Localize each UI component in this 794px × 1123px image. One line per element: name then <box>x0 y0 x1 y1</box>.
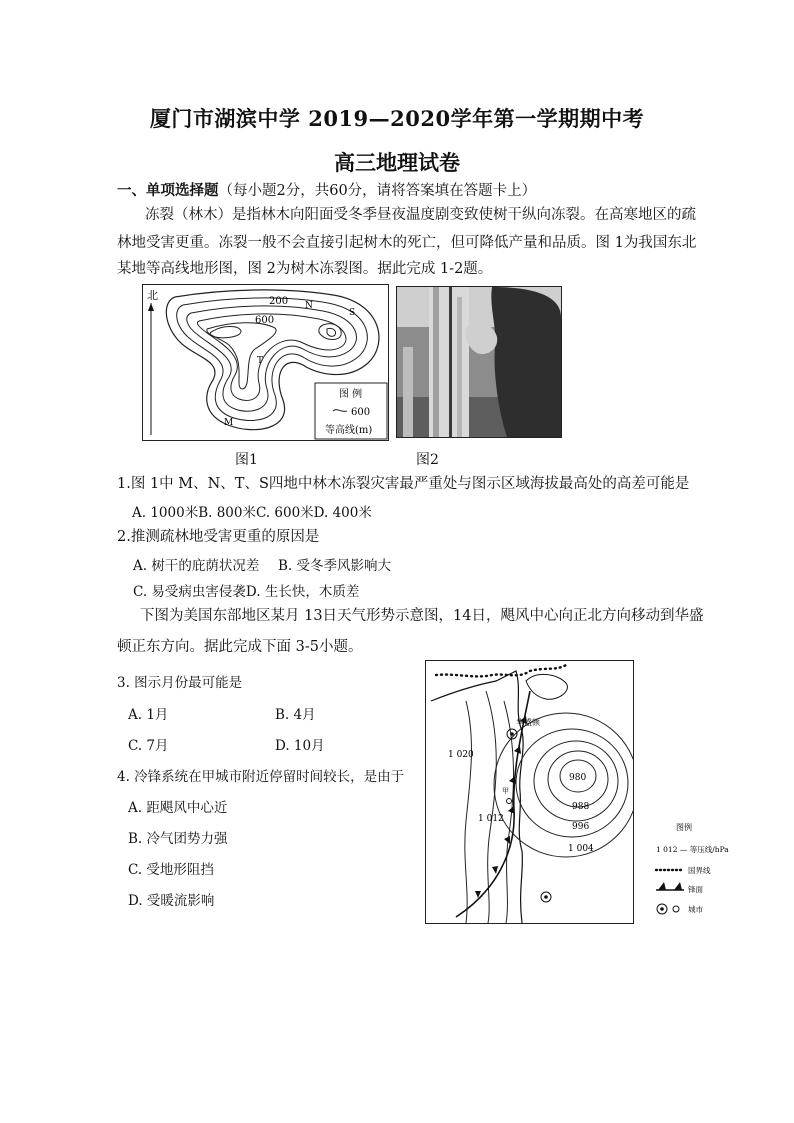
figure3-weather-map <box>425 660 634 924</box>
north-label: 北 <box>147 289 158 302</box>
north-arrowhead-icon <box>148 303 154 311</box>
question1-stem: 1.图 1中 M、N、T、S四地中林木冻裂灾害最严重处与图示区域海拔最高处的高差可能是 <box>117 476 690 492</box>
map-legend-value: 600 <box>351 407 371 418</box>
passage2-line1: 下图为美国东部地区某月 13日天气形势示意图，14日，飓风中心向正北方向移动到华盛 <box>140 608 704 624</box>
weather-legend <box>636 820 786 920</box>
contour-map-svg <box>143 285 388 440</box>
passage1-line1: 冻裂（林木）是指林木向阳面受冬季昼夜温度剧变致使树干纵向冻裂。在高寒地区的疏 <box>145 207 696 223</box>
figure2-caption: 图2 <box>416 452 439 468</box>
exam-subtitle: 高三地理试卷 <box>334 150 460 175</box>
question1-options: A. 1000米B. 800米C. 600米D. 400米 <box>132 505 372 521</box>
front-legend-icon <box>658 882 666 890</box>
question2-option-a: A. 树干的庇荫状况差 <box>133 558 260 574</box>
point-t-label: T <box>257 356 264 366</box>
question4-option-d: D. 受暖流影响 <box>128 893 215 909</box>
question4-stem: 4. 冷锋系统在甲城市附近停留时间较长，是由于 <box>117 769 405 785</box>
point-m-label: M <box>224 418 234 428</box>
jia-city-icon <box>507 799 512 804</box>
map-legend-title: 图 例 <box>339 389 363 400</box>
contour-label-600: 600 <box>255 315 275 326</box>
map-legend-label: 等高线(m) <box>325 425 373 436</box>
weather-map-svg <box>426 661 633 923</box>
question4-option-b: B. 冷气团势力强 <box>128 831 228 847</box>
weather-legend-svg <box>636 820 786 920</box>
front-triangle-icon <box>492 866 498 874</box>
question4-option-c: C. 受地形阻挡 <box>128 862 214 878</box>
front-triangle-icon <box>504 836 510 844</box>
figure1-contour-map <box>142 284 389 441</box>
isobar-label-996: 996 <box>572 822 590 832</box>
contour-hill-east-outer <box>319 324 341 340</box>
passage2-line2: 顿正东方向。据此完成下面 3-5小题。 <box>117 639 363 655</box>
exam-title: 厦门市湖滨中学 2019—2020学年第一学期期中考 <box>149 106 645 131</box>
section-heading-label: 一、单项选择题 <box>117 182 219 199</box>
isobar-label-980: 980 <box>569 773 587 783</box>
passage1-line3: 某地等高线地形图，图 2为树木冻裂图。据此完成 1-2题。 <box>117 261 493 277</box>
front-triangle-icon <box>509 776 516 784</box>
section-heading <box>117 181 536 201</box>
legend-city-label: 城市 <box>688 905 703 914</box>
contour-hill-east-inner <box>327 328 336 336</box>
question2-option-cd: C. 易受病虫害侵袭D. 生长快，木质差 <box>133 584 360 600</box>
question2-option-b: B. 受冬季风影响大 <box>278 558 392 574</box>
question4-option-a: A. 距飓风中心近 <box>128 800 228 816</box>
point-s-label: S <box>349 308 356 318</box>
coastline <box>431 671 523 923</box>
lake-outline <box>526 674 567 699</box>
isobar-label-1020: 1 020 <box>448 750 474 760</box>
contour-hill-west <box>210 327 241 338</box>
person-silhouette <box>491 287 561 437</box>
washington-label: 华盛顿 <box>516 718 540 727</box>
legend-border-label: 国界线 <box>688 866 711 875</box>
figure2-tree-photo <box>396 286 562 438</box>
front-legend-icon <box>674 882 682 890</box>
legend-front-label: 锋面 <box>688 885 703 894</box>
isobar-label-1012: 1 012 <box>478 814 504 824</box>
question2-stem: 2.推测疏林地受害更重的原因是 <box>117 529 320 545</box>
isobar-label-988: 988 <box>572 802 590 812</box>
tree-photo-svg <box>397 287 561 437</box>
question3-stem: 3. 图示月份最可能是 <box>117 675 243 691</box>
question3-option-c: C. 7月 <box>128 738 169 754</box>
city-legend-icon <box>673 906 679 912</box>
figure1-caption: 图1 <box>235 452 258 468</box>
point-n-label: N <box>305 301 313 311</box>
legend-isobar-label: 1 012 — 等压线/hPa <box>656 845 729 854</box>
jia-label: 甲 <box>502 787 509 795</box>
question3-option-d: D. 10月 <box>275 738 325 754</box>
isobar-1020 <box>465 701 472 923</box>
section-heading-note: （每小题2分，共60分，请将答案填在答题卡上） <box>218 183 537 199</box>
question3-option-b: B. 4月 <box>275 707 316 723</box>
question3-option-a: A. 1月 <box>128 707 169 723</box>
weather-legend-title: 图例 <box>676 823 692 832</box>
contour-label-200: 200 <box>269 296 289 307</box>
isobar-label-1004: 1 004 <box>568 844 594 854</box>
passage1-line2: 林地受害更重。冻裂一般不会直接引起树木的死亡，但可降低产量和品质。图 1为我国东北 <box>117 235 697 251</box>
